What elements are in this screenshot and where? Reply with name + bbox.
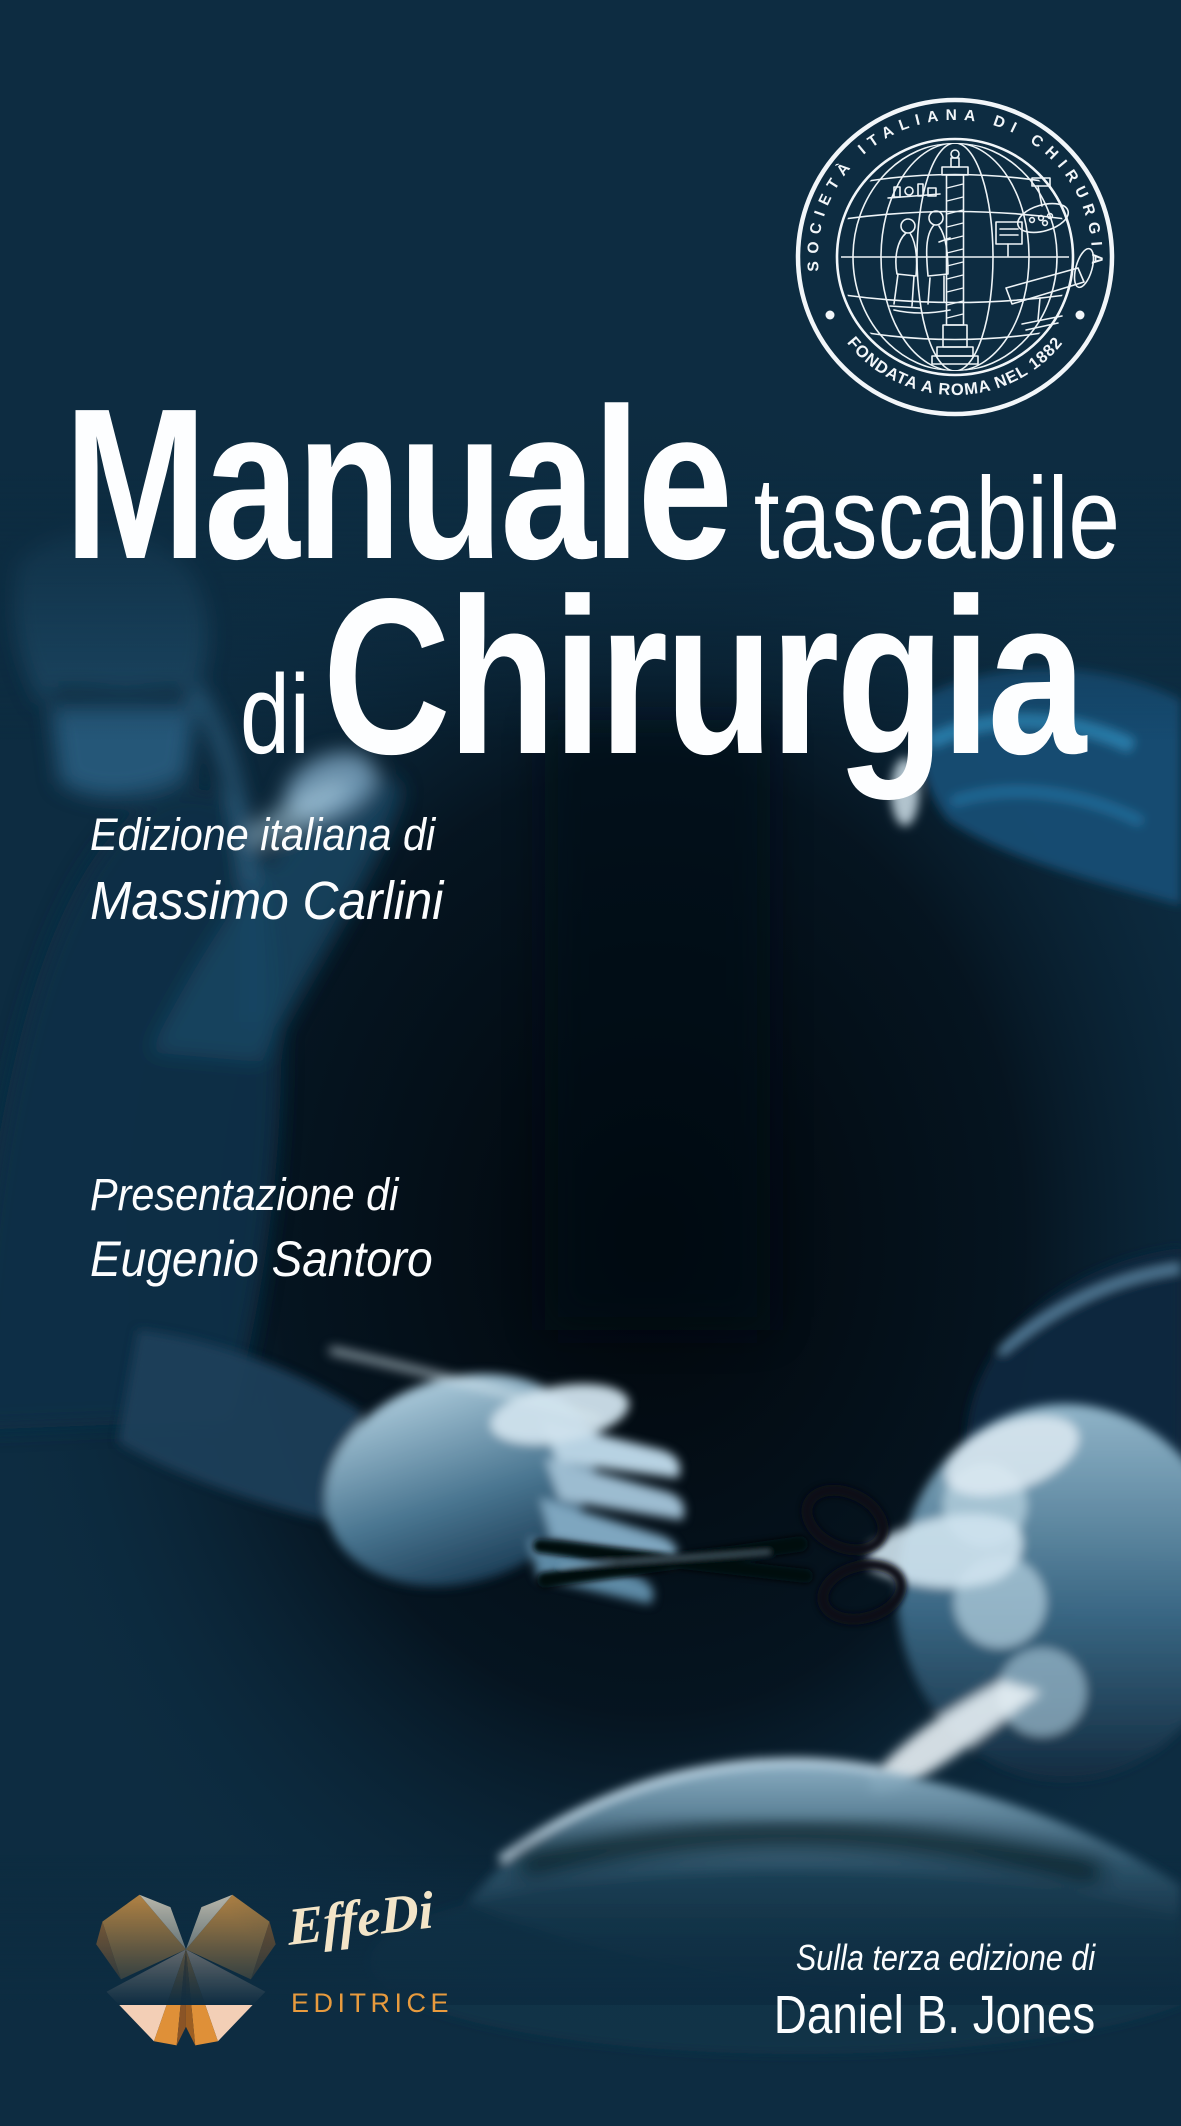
photo-door-shadow bbox=[545, 720, 770, 1330]
edition-credit bbox=[90, 808, 443, 934]
title-word-tascabile: tascabile bbox=[753, 453, 1121, 583]
seal-top-text: SOCIETÀ ITALIANA DI CHIRURGIA bbox=[804, 106, 1106, 272]
edition-credit-label: Edizione italiana di bbox=[90, 809, 436, 860]
presentation-credit-name: Eugenio Santoro bbox=[90, 1231, 433, 1288]
presentation-credit bbox=[90, 1168, 433, 1289]
title-word-chirurgia: Chirurgia bbox=[322, 553, 1084, 801]
base-edition-label: Sulla terza edizione di bbox=[795, 1937, 1095, 1978]
seal-bottom-text: FONDATA A ROMA NEL 1882 bbox=[843, 333, 1067, 400]
publisher-name-word: EDITRICE bbox=[291, 1988, 454, 2018]
seal-left-dot bbox=[826, 311, 835, 320]
title-line-2 bbox=[240, 553, 1084, 801]
presentation-credit-label: Presentazione di bbox=[90, 1169, 399, 1220]
title-word-manuale: Manuale bbox=[64, 363, 730, 604]
base-edition-credit bbox=[774, 1936, 1095, 2048]
base-edition-author: Daniel B. Jones bbox=[773, 1985, 1095, 2046]
society-seal bbox=[790, 92, 1120, 422]
seal-right-dot bbox=[1076, 311, 1085, 320]
publisher-name-script: EffeDi bbox=[286, 1881, 435, 1958]
edition-credit-name: Massimo Carlini bbox=[90, 871, 444, 932]
title-word-di: di bbox=[240, 652, 310, 777]
